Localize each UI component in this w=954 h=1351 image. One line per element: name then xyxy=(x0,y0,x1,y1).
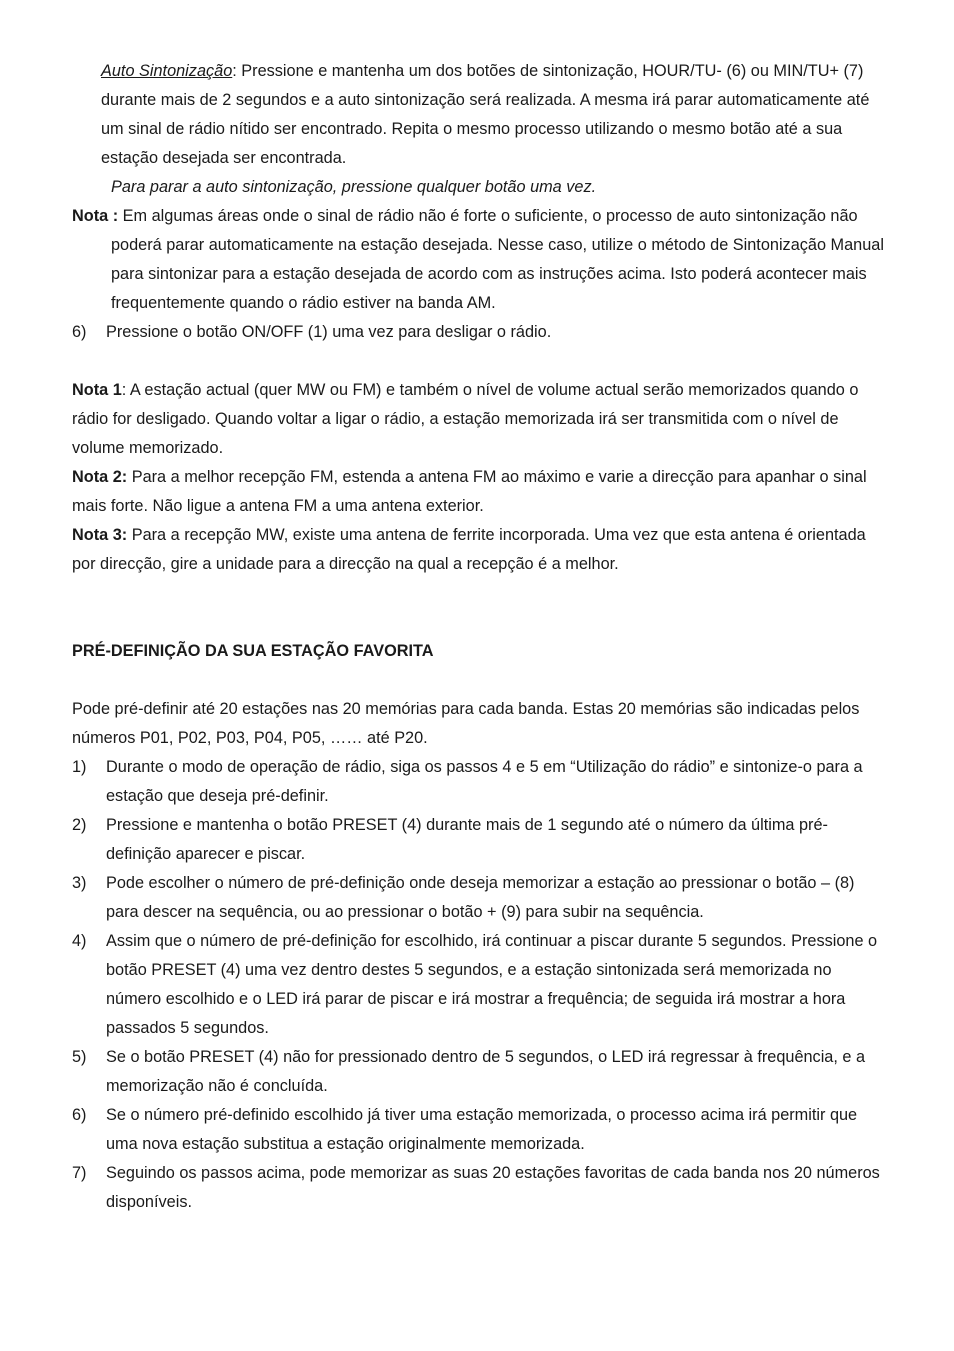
note-2-label: Nota 2: xyxy=(72,468,128,486)
note-1-label: Nota 1 xyxy=(72,381,122,399)
step-text: Durante o modo de operação de rádio, siga os passos 4 e 5 em “Utilização do rádio” e sintonize-o para a estação que deseja pré-definir. xyxy=(106,758,863,805)
note-3-text: Para a recepção MW, existe uma antena de ferrite incorporada. Uma vez que esta antena é orientada por direcção, gire a unidade para a direcção na qual a recepção é a melhor. xyxy=(72,526,866,573)
section-intro: Pode pré-definir até 20 estações nas 20 memórias para cada banda. Estas 20 memórias são indicadas pelos números P01, P02, P03, P04, P05, …… até P20. xyxy=(72,700,860,747)
nota-text: Em algumas áreas onde o sinal de rádio não é forte o suficiente, o processo de auto sintonização não poderá parar automaticamente na estação desejada. Nesse caso, utilize o método de Sintonização Manual para sintonizar para a estação desejada de acordo com as instruções acima. Isto poderá acontecer mais frequentemente quando o rádio estiver na banda AM. xyxy=(111,207,884,312)
step-text: Pode escolher o número de pré-definição onde deseja memorizar a estação ao pressionar o botão – (8) para descer na sequência, ou ao pressionar o botão + (9) para subir na sequência. xyxy=(106,874,855,921)
list-item xyxy=(72,1043,888,1101)
note-2 xyxy=(72,463,888,521)
list-item xyxy=(72,811,888,869)
auto-tuning-paragraph xyxy=(72,57,888,173)
note-2-text: Para a melhor recepção FM, estenda a antena FM ao máximo e varie a direcção para apanhar o sinal mais forte. Não ligue a antena FM a uma antena exterior. xyxy=(72,468,867,515)
step-number: 7) xyxy=(72,1164,87,1182)
auto-tuning-term: Auto Sintonização xyxy=(101,62,233,80)
step-text: Se o número pré-definido escolhido já tiver uma estação memorizada, o processo acima irá permitir que uma nova estação substitua a estação originalmente memorizada. xyxy=(106,1106,858,1153)
note-1 xyxy=(72,376,888,463)
nota-paragraph xyxy=(72,202,888,318)
note-3 xyxy=(72,521,888,579)
note-1-text: : A estação actual (quer MW ou FM) e também o nível de volume actual serão memorizados quando o rádio for desligado. Quando voltar a ligar o rádio, a estação memorizada irá ser transmitida com o nível de volume memorizado. xyxy=(72,381,859,457)
preset-steps-list xyxy=(72,753,888,1217)
auto-tuning-stop-note: Para parar a auto sintonização, pressione qualquer botão uma vez. xyxy=(111,178,597,196)
step-number: 2) xyxy=(72,816,87,834)
step-number: 4) xyxy=(72,932,87,950)
list-item xyxy=(72,869,888,927)
step-text: Assim que o número de pré-definição for escolhido, irá continuar a piscar durante 5 segundos. Pressione o botão PRESET (4) uma vez dentro destes 5 segundos, e a estação sintonizada será memorizada no número escolhido e o LED irá parar de piscar e irá mostrar a frequência; de seguida irá mostrar a hora passados 5 segundos. xyxy=(106,932,878,1037)
note-3-label: Nota 3: xyxy=(72,526,128,544)
section-heading: PRÉ-DEFINIÇÃO DA SUA ESTAÇÃO FAVORITA xyxy=(72,642,434,660)
document-page xyxy=(72,57,888,1217)
auto-tuning-text: : Pressione e mantenha um dos botões de sintonização, HOUR/TU- (6) ou MIN/TU+ (7) durante mais de 2 segundos e a auto sintonização será realizada. A mesma irá parar automaticamente até um sinal de rádio nítido ser encontrado. Repita o mesmo processo utilizando o mesmo botão até a sua estação desejada ser encontrada. xyxy=(101,62,870,167)
step-text: Seguindo os passos acima, pode memorizar as suas 20 estações favoritas de cada banda nos 20 números disponíveis. xyxy=(106,1164,880,1211)
step-text: Pressione e mantenha o botão PRESET (4) durante mais de 1 segundo até o número da última pré-definição aparecer e piscar. xyxy=(106,816,828,863)
list-item xyxy=(72,1159,888,1217)
step-number: 3) xyxy=(72,874,87,892)
step-text: Pressione o botão ON/OFF (1) uma vez para desligar o rádio. xyxy=(106,323,552,341)
list-item xyxy=(72,1101,888,1159)
list-item xyxy=(72,927,888,1043)
step-6-list xyxy=(72,318,888,347)
step-6 xyxy=(72,318,888,347)
step-number: 6) xyxy=(72,323,87,341)
list-item xyxy=(72,753,888,811)
step-number: 6) xyxy=(72,1106,87,1124)
step-number: 5) xyxy=(72,1048,87,1066)
step-number: 1) xyxy=(72,758,87,776)
nota-label: Nota : xyxy=(72,207,119,225)
step-text: Se o botão PRESET (4) não for pressionado dentro de 5 segundos, o LED irá regressar à frequência, e a memorização não é concluída. xyxy=(106,1048,866,1095)
